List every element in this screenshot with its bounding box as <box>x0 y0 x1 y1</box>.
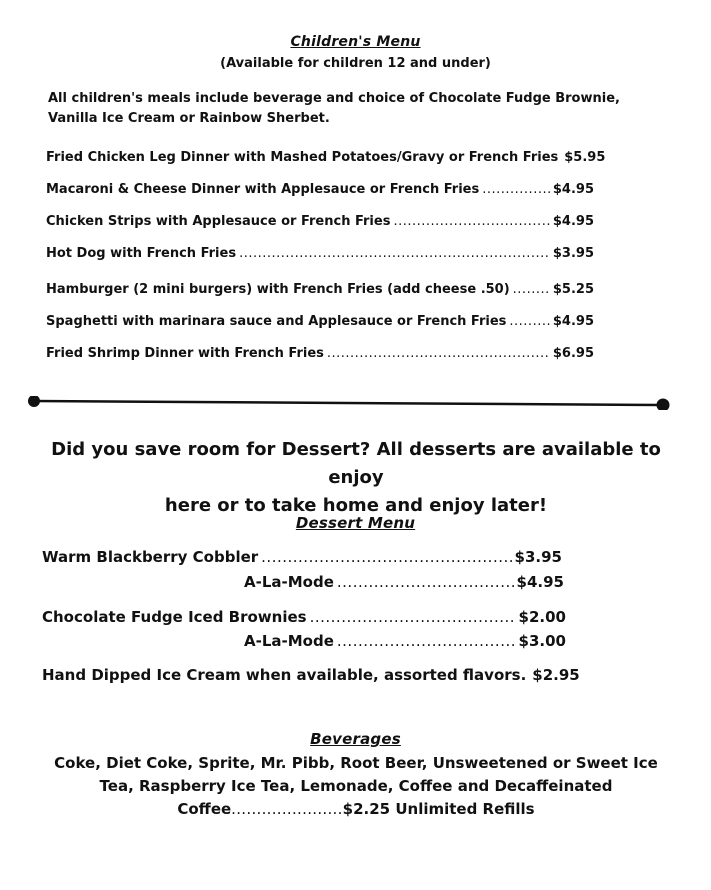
dessert-menu-item <box>42 666 580 684</box>
item-price: $3.95 <box>514 548 562 566</box>
leader-dots <box>509 314 549 329</box>
dessert-menu-title: Dessert Menu <box>295 514 416 532</box>
item-name: Chicken Strips with Applesauce or French Fries <box>46 214 391 229</box>
dessert-menu-item <box>244 632 566 650</box>
section-divider <box>28 396 670 410</box>
leader-dots <box>239 246 550 261</box>
item-name: Spaghetti with marinara sauce and Applesauce or French Fries <box>46 314 507 329</box>
leader-dots <box>337 632 516 650</box>
leader-dots <box>310 608 516 626</box>
dessert-promo <box>40 436 672 520</box>
leader-dots <box>337 573 514 591</box>
kids-menu-item <box>46 346 594 361</box>
item-price: $5.25 <box>552 282 594 297</box>
item-name: A-La-Mode <box>244 632 334 650</box>
item-price: $4.95 <box>552 214 594 229</box>
kids-menu-item <box>46 150 606 165</box>
kids-menu-item <box>46 246 594 261</box>
leader-dots: ...................... <box>231 800 343 818</box>
item-price: $4.95 <box>516 573 564 591</box>
item-name: Chocolate Fudge Iced Brownies <box>42 608 307 626</box>
item-price: $2.00 <box>518 608 566 626</box>
item-name: Macaroni & Cheese Dinner with Applesauce or French Fries <box>46 182 480 197</box>
item-name: Hand Dipped Ice Cream when available, assorted flavors. <box>42 666 527 684</box>
dessert-menu-item <box>42 608 566 626</box>
item-price: $2.95 <box>532 666 580 684</box>
beverages-line-2: Tea, Raspberry Ice Tea, Lemonade, Coffee and Decaffeinated <box>99 777 613 795</box>
dessert-menu-item <box>244 573 564 591</box>
leader-dots <box>327 346 550 361</box>
item-price: $4.95 <box>552 314 594 329</box>
childrens-menu-title: Children's Menu <box>290 34 421 50</box>
kids-menu-item <box>46 214 594 229</box>
kids-menu-item <box>46 282 594 297</box>
item-name: Warm Blackberry Cobbler <box>42 548 259 566</box>
dessert-menu-item <box>42 548 562 566</box>
beverages-line-3 <box>40 798 672 821</box>
beverages-title: Beverages <box>310 730 401 748</box>
item-name: Fried Chicken Leg Dinner with Mashed Potatoes/Gravy or French Fries <box>46 150 559 165</box>
item-price: $4.95 <box>552 182 594 197</box>
dessert-promo-line-2: here or to take home and enjoy later! <box>164 495 548 516</box>
beverages-list <box>40 752 672 821</box>
item-name: Fried Shrimp Dinner with French Fries <box>46 346 324 361</box>
leader-dots <box>482 182 550 197</box>
leader-dots <box>261 548 511 566</box>
beverages-price: $2.25 Unlimited Refills <box>342 800 535 818</box>
item-price: $5.95 <box>564 150 606 165</box>
item-price: $3.95 <box>552 246 594 261</box>
kids-menu-item <box>46 314 594 329</box>
dessert-promo-line-1: Did you save room for Dessert? All desserts are available to enjoy <box>51 439 661 488</box>
item-name: Hamburger (2 mini burgers) with French Fries (add cheese .50) <box>46 282 510 297</box>
item-name: Hot Dog with French Fries <box>46 246 237 261</box>
item-price: $3.00 <box>518 632 566 650</box>
leader-dots <box>393 214 549 229</box>
kids-menu-item <box>46 182 594 197</box>
divider-line <box>34 401 664 405</box>
beverages-line-1: Coke, Diet Coke, Sprite, Mr. Pibb, Root Beer, Unsweetened or Sweet Ice <box>54 754 658 772</box>
divider-dot-left <box>28 396 40 407</box>
childrens-menu-subtitle: (Available for children 12 and under) <box>220 56 491 71</box>
item-name: A-La-Mode <box>244 573 334 591</box>
item-price: $6.95 <box>552 346 594 361</box>
beverages-coffee: Coffee <box>177 800 232 818</box>
childrens-meals-note: All children's meals include beverage and choice of Chocolate Fudge Brownie, Vanilla Ice Cream or Rainbow Sherbet. <box>48 91 620 126</box>
divider-dot-right <box>657 399 670 411</box>
leader-dots <box>513 282 550 297</box>
